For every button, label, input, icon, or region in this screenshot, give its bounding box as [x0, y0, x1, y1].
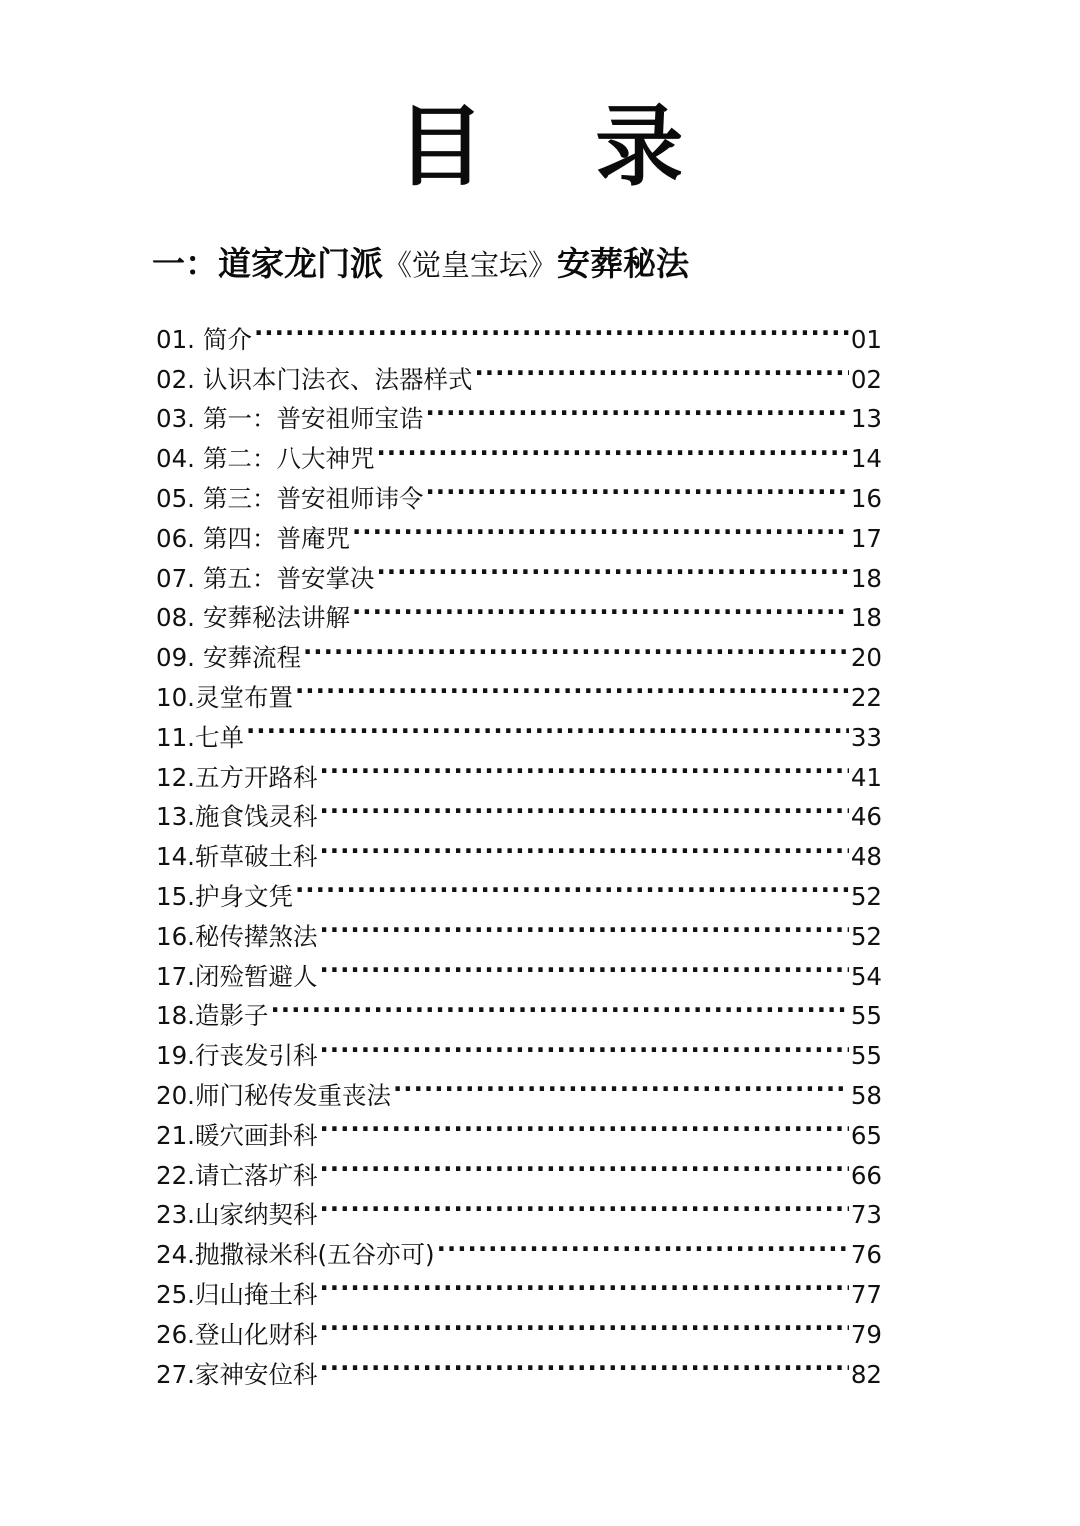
toc-entry-number: 21.	[156, 1120, 195, 1150]
toc-entry-page-number: 52	[850, 881, 882, 911]
toc-entry-number: 08.	[156, 603, 195, 633]
toc-entry-title: 斩草破土科	[194, 842, 318, 872]
toc-entry-page-number: 79	[850, 1319, 882, 1349]
toc-entry-leader	[319, 746, 848, 786]
toc-entry-leader	[319, 1184, 848, 1224]
toc-entry-title: 抛撒禄米科(五谷亦可)	[194, 1240, 435, 1270]
toc-entry-leader	[246, 706, 849, 746]
toc-entry[interactable]	[156, 746, 882, 792]
toc-entry-page-number: 13	[850, 404, 882, 434]
toc-entry-leader	[295, 666, 849, 706]
toc-entry-number: 04.	[156, 444, 195, 474]
toc-entry-page-number: 54	[850, 961, 882, 991]
toc-entry-leader	[437, 1223, 849, 1263]
toc-entry-title: 认识本门法衣、法器样式	[202, 364, 473, 394]
toc-entry-title: 七单	[194, 722, 244, 752]
section-heading-suffix: 安葬秘法	[557, 244, 690, 283]
toc-entry[interactable]	[156, 706, 882, 752]
toc-entry-number: 24.	[156, 1240, 195, 1270]
toc-entry-title: 安葬秘法讲解	[202, 603, 350, 633]
toc-entry-page-number: 14	[850, 444, 882, 474]
toc-entry-page-number: 17	[850, 523, 882, 553]
toc-entry-page-number: 01	[850, 324, 882, 354]
toc-entry-number: 19.	[156, 1041, 195, 1071]
toc-entry-number: 07.	[156, 563, 195, 593]
toc-entry-page-number: 55	[850, 1001, 882, 1031]
toc-entry-page-number: 82	[850, 1359, 882, 1389]
toc-entry-leader	[319, 1104, 848, 1144]
toc-entry-leader	[352, 507, 849, 547]
toc-entry-title: 师门秘传发重丧法	[194, 1080, 391, 1110]
toc-entry-title: 第三：普安祖师讳令	[202, 483, 424, 513]
toc-entry-page-number: 55	[850, 1041, 882, 1071]
toc-entry-page-number: 33	[850, 722, 882, 752]
toc-entry-title: 灵堂布置	[194, 682, 293, 712]
toc-entry-number: 22.	[156, 1160, 195, 1190]
toc-entry-title: 登山化财科	[194, 1319, 318, 1349]
toc-entry-number: 11.	[156, 722, 195, 752]
toc-entry-leader	[319, 1303, 848, 1343]
toc-entry-number: 03.	[156, 404, 195, 434]
toc-entry-leader	[474, 348, 848, 388]
toc-entry-leader	[319, 825, 848, 865]
toc-entry-title: 闭殓暂避人	[194, 961, 318, 991]
toc-entry-page-number: 48	[850, 842, 882, 872]
toc-entry-title: 五方开路科	[194, 762, 318, 792]
section-heading	[152, 238, 689, 290]
toc-entry-leader	[376, 427, 848, 467]
toc-entry-page-number: 20	[850, 643, 882, 673]
toc-entry-page-number: 41	[850, 762, 882, 792]
toc-entry-leader	[352, 587, 849, 627]
toc-entry-number: 09.	[156, 643, 195, 673]
toc-entry-number: 05.	[156, 483, 195, 513]
toc-entry[interactable]	[156, 308, 882, 354]
toc-entry-page-number: 18	[850, 603, 882, 633]
toc-entry-number: 01.	[156, 324, 195, 354]
toc-entry-number: 16.	[156, 921, 195, 951]
toc-entry-title: 家神安位科	[194, 1359, 318, 1389]
toc-entry-page-number: 02	[850, 364, 882, 394]
table-of-contents	[156, 308, 882, 1389]
toc-entry-title: 护身文凭	[194, 881, 293, 911]
toc-entry-leader	[319, 786, 848, 826]
toc-entry-leader	[319, 905, 848, 945]
toc-entry-title: 行丧发引科	[194, 1041, 318, 1071]
toc-entry-leader	[254, 308, 849, 348]
toc-entry-title: 简介	[202, 324, 252, 354]
toc-entry-leader	[376, 547, 848, 587]
toc-entry-page-number: 52	[850, 921, 882, 951]
toc-entry-leader	[393, 1064, 849, 1104]
toc-entry-leader	[303, 626, 849, 666]
toc-entry-leader	[270, 985, 848, 1025]
toc-entry-title: 第四：普庵咒	[202, 523, 350, 553]
toc-entry-leader	[425, 388, 848, 428]
toc-entry-page-number: 77	[850, 1279, 882, 1309]
toc-entry[interactable]	[156, 348, 882, 394]
toc-entry-leader	[319, 1343, 848, 1383]
toc-entry-title: 造影子	[194, 1001, 269, 1031]
toc-entry-number: 27.	[156, 1359, 195, 1389]
toc-entry-leader	[319, 1144, 848, 1184]
toc-entry-leader	[295, 865, 849, 905]
toc-entry-number: 13.	[156, 802, 195, 832]
toc-entry-page-number: 22	[850, 682, 882, 712]
section-heading-prefix: 一：道家龙门派	[152, 244, 383, 283]
toc-entry-title: 山家纳契科	[194, 1200, 318, 1230]
toc-entry-page-number: 66	[850, 1160, 882, 1190]
toc-entry-title: 请亡落圹科	[194, 1160, 318, 1190]
toc-entry-page-number: 58	[850, 1080, 882, 1110]
toc-entry-number: 02.	[156, 364, 195, 394]
toc-entry-number: 17.	[156, 961, 195, 991]
toc-entry-page-number: 46	[850, 802, 882, 832]
toc-entry-number: 10.	[156, 682, 195, 712]
toc-entry-title: 第五：普安掌决	[202, 563, 375, 593]
toc-entry-number: 14.	[156, 842, 195, 872]
toc-entry-page-number: 73	[850, 1200, 882, 1230]
toc-entry-page-number: 16	[850, 483, 882, 513]
toc-entry-number: 18.	[156, 1001, 195, 1031]
toc-entry-leader	[319, 945, 848, 985]
toc-entry-title: 暖穴画卦科	[194, 1120, 318, 1150]
toc-entry-title: 第一：普安祖师宝诰	[202, 404, 424, 434]
section-heading-book: 《觉皇宝坛》	[383, 248, 558, 282]
toc-entry-leader	[425, 467, 848, 507]
toc-entry-number: 15.	[156, 881, 195, 911]
toc-entry-title: 归山掩土科	[194, 1279, 318, 1309]
toc-entry-leader	[319, 1263, 848, 1303]
toc-entry-number: 20.	[156, 1080, 195, 1110]
toc-entry-title: 第二：八大神咒	[202, 444, 375, 474]
toc-entry-title: 秘传撵煞法	[194, 921, 318, 951]
toc-entry-page-number: 65	[850, 1120, 882, 1150]
toc-entry-page-number: 18	[850, 563, 882, 593]
toc-entry-number: 06.	[156, 523, 195, 553]
toc-entry-number: 25.	[156, 1279, 195, 1309]
toc-entry-number: 12.	[156, 762, 195, 792]
toc-entry-number: 26.	[156, 1319, 195, 1349]
toc-entry-title: 安葬流程	[202, 643, 301, 673]
toc-entry-number: 23.	[156, 1200, 195, 1230]
toc-entry-leader	[319, 1024, 848, 1064]
page-title: 目 录	[396, 95, 724, 198]
toc-entry-page-number: 76	[850, 1240, 882, 1270]
toc-entry-title: 施食饯灵科	[194, 802, 318, 832]
